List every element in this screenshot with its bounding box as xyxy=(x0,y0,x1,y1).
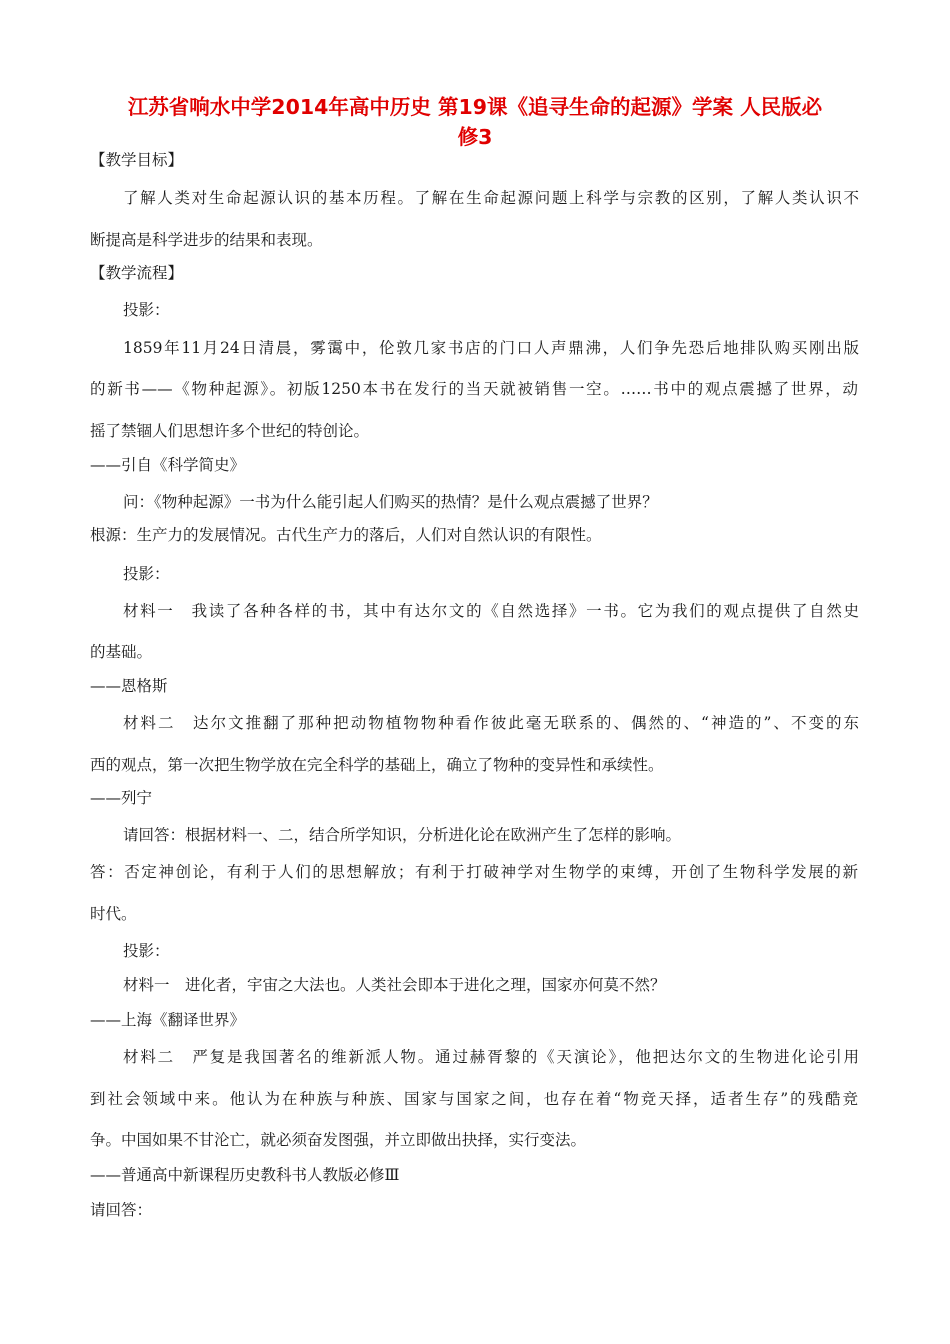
section-heading-process: 【教学流程】 xyxy=(90,264,184,282)
goals-text-line-2: 断提高是科学进步的结果和表现。 xyxy=(90,231,323,249)
material-2-source: ——列宁 xyxy=(90,789,153,807)
answer-1: 根源：生产力的发展情况。古代生产力的落后，人们对自然认识的有限性。 xyxy=(90,526,602,544)
paragraph-1-line-3: 摇了禁锢人们思想许多个世纪的特创论。 xyxy=(90,422,370,440)
material-4-line-2: 到社会领域中来。他认为在种族与种族、国家与国家之间，也存在着“物竞天择，适者生存”的残酷竞 xyxy=(90,1090,858,1108)
material-1-source: ——恩格斯 xyxy=(90,677,168,695)
title-line-1: 江苏省响水中学2014年高中历史 第19课《追寻生命的起源》学案 人民版必 xyxy=(127,95,823,119)
material-2-line-1: 材料二 达尔文推翻了那种把动物植物物种看作彼此毫无联系的、偶然的、“神造的”、不变的东 xyxy=(123,714,859,732)
document-title xyxy=(80,92,870,152)
paragraph-1-source: ——引自《科学简史》 xyxy=(90,456,246,474)
paragraph-1-line-1: 1859年11月24日清晨，雾霭中，伦敦几家书店的门口人声鼎沸，人们争先恐后地排队购买刚出版 xyxy=(123,339,859,357)
question-2: 请回答：根据材料一、二，结合所学知识，分析进化论在欧洲产生了怎样的影响。 xyxy=(123,826,682,844)
answer-2-line-1: 答：否定神创论，有利于人们的思想解放；有利于打破神学对生物学的束缚，开创了生物科学发展的新 xyxy=(90,863,858,881)
answer-2-line-2: 时代。 xyxy=(90,905,137,923)
goals-text-line-1: 了解人类对生命起源认识的基本历程。了解在生命起源问题上科学与宗教的区别，了解人类认识不 xyxy=(123,189,859,207)
material-3-line-1: 材料一 进化者，宇宙之大法也。人类社会即本于进化之理，国家亦何莫不然？ xyxy=(123,976,666,994)
projection-label-2: 投影： xyxy=(123,565,170,583)
section-heading-goals: 【教学目标】 xyxy=(90,151,184,169)
question-3: 请回答： xyxy=(90,1201,153,1219)
material-1-line-1: 材料一 我读了各种各样的书，其中有达尔文的《自然选择》一书。它为我们的观点提供了自然史 xyxy=(123,602,859,620)
projection-label-1: 投影： xyxy=(123,301,170,319)
question-1: 问：《物种起源》一书为什么能引起人们购买的热情？是什么观点震撼了世界？ xyxy=(123,493,658,511)
paragraph-1-line-2: 的新书——《物种起源》。初版1250本书在发行的当天就被销售一空。……书中的观点震撼了世界，动 xyxy=(90,380,858,398)
title-line-2: 修3 xyxy=(457,125,493,149)
material-4-line-1: 材料二 严复是我国著名的维新派人物。通过赫胥黎的《天演论》，他把达尔文的生物进化论引用 xyxy=(123,1048,859,1066)
projection-label-3: 投影： xyxy=(123,942,170,960)
material-4-source: ——普通高中新课程历史教科书人教版必修Ⅲ xyxy=(90,1166,400,1184)
material-3-source: ——上海《翻译世界》 xyxy=(90,1011,246,1029)
material-4-line-3: 争。中国如果不甘沦亡，就必须奋发图强，并立即做出抉择，实行变法。 xyxy=(90,1131,587,1149)
material-1-line-2: 的基础。 xyxy=(90,643,153,661)
material-2-line-2: 西的观点，第一次把生物学放在完全科学的基础上，确立了物种的变异性和承续性。 xyxy=(90,756,664,774)
